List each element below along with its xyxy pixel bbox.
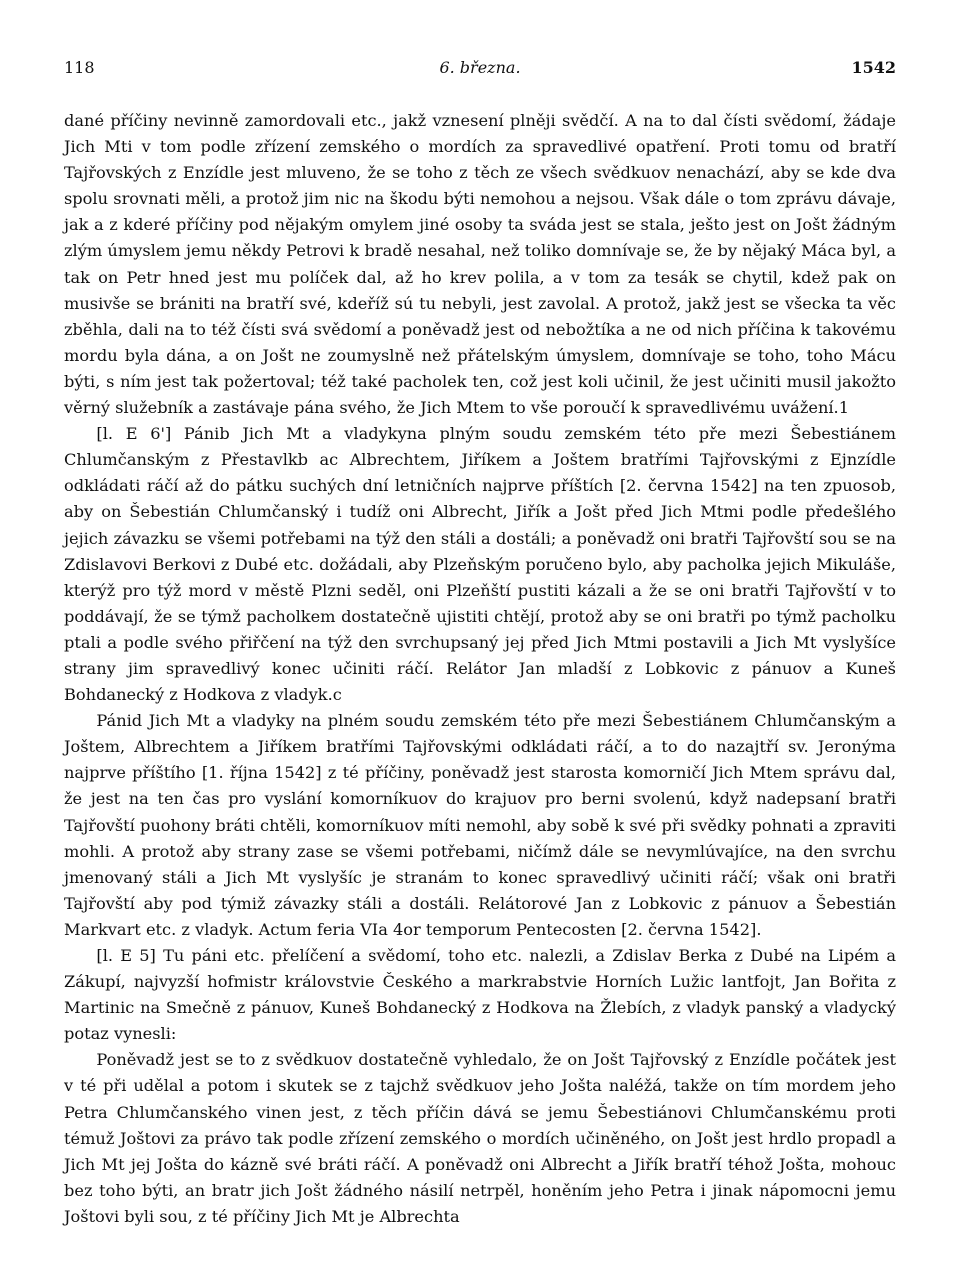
running-head xyxy=(64,58,896,88)
paragraph: Poněvadž jest se to z svědkuov dostatečně vyhledalo, že on Jošt Tajřovský z Enzídle počátek jest v té při udělal a potom i skutek se z tajchž svědkuov jeho Jošta naléžá, takže on tím mordem jeho Petra Chlumčanského vinen jest, z těch příčin dává se jemu Šebestiánovi Chlumčanskému proti témuž Joštovi za právo tak podle zřízení zemského o mordích učiněného, on Jošt jest hrdlo propadl a Jich Mt jej Jošta do kázně své bráti ráčí. A poněvadž oni Albrecht a Jiřík bratří téhož Jošta, mohouc bez toho býti, an bratr jich Jošt žádného násilí netrpěl, honěním jeho Petra i jinak nápomocni jemu Joštovi byli sou, z té příčiny Jich Mt je Albrechta xyxy=(64,1050,896,1226)
document-page xyxy=(64,58,896,1230)
paragraph: Pánid Jich Mt a vladyky na plném soudu zemském této pře mezi Šebestiánem Chlumčanským a Joštem, Albrechtem a Jiříkem bratřími Tajřovskými odkládati ráčí, a to do nazajtří sv. Jeronýma najprve příštího [1. října 1542] z té příčiny, poněvadž jest starosta komorničí Jich Mtem správu dal, že jest na ten čas pro vyslání komorníkuov do krajuov pro berni svolenú, když nadepsaní bratři Tajřovští puohony bráti chtěli, komorníkuov míti nemohl, aby sobě k své při svědky pohnati a zpraviti mohli. A protož aby strany zase se všemi potřebami, ničímž dále se nevymlúvajíce, na den svrchu jmenovaný stáli a Jich Mt vyslyšíc je stranám to konec spravedlivý učiniti ráčí; však oni bratři Tajřovští aby pod týmiž závazky stáli a dostáli. Relátorové Jan z Lobkovic z pánuov a Šebestián Markvart etc. z vladyk. Actum feria VIa 4or temporum Pentecosten [2. června 1542]. xyxy=(64,711,896,939)
paragraph: dané příčiny nevinně zamordovali etc., jakž vznesení plněji svědčí. A na to dal čísti svědomí, žádaje Jich Mti v tom podle zřízení zemského o mordích za spravedlivé opatření. Proti tomu od bratří Tajřovských z Enzídle jest mluveno, že se toho z těch ze všech svědkuov nenachází, aby se kde dva spolu srovnati měli, a protož jim nic na škodu býti nemohou a nejsou. Však dále o tom zprávu dávaje, jak a z kderé příčiny pod nějakým omylem jiné osoby ta sváda jest se stala, ješto jest on Jošt žádným zlým úmyslem jemu někdy Petrovi k bradě nesahal, než toliko domnívaje se, že by nějaký Máca byl, a tak on Petr hned jest mu políček dal, až ho krev polila, a v tom za tesák se chytil, kdež pak on musivše se brániti na bratří své, kdeříž sú tu nebyli, jest zavolal. A protož, jakž jest se všecka ta věc zběhla, dali na to též čísti svá svědomí a poněvadž jest od nebožtíka a ne od nich příčina k takovému mordu byla dána, a on Jošt ne zoumyslně než přátelským úmyslem, domnívaje se toho, toho Mácu býti, s ním jest tak požertoval; též také pacholek ten, což jest koli učinil, že jest učiniti musil jakožto věrný služebník a zastávaje pána svého, že Jich Mtem to vše poroučí k spravedlivému uvážení.1 xyxy=(64,111,896,418)
body-text xyxy=(64,108,896,1230)
page-number: 118 xyxy=(64,58,95,77)
running-head-date: 6. března. xyxy=(439,58,521,77)
paragraph: [l. E 6'] Pánib Jich Mt a vladykyna plným soudu zemském této pře mezi Šebestiánem Chlumčanským z Přestavlkb ac Albrechtem, Jiříkem a Joštem bratřími Tajřovskými z Ejnzídle odkládati ráčí až do pátku suchých dní letničních najprve příštích [2. června 1542] na ten zpuosob, aby on Šebestián Chlumčanský i tudíž oni Albrecht, Jiřík a Jošt před Jich Mtmi podle předešlého jejich závazku se všemi potřebami na týž den stáli a dostáli; a poněvadž oni bratři Tajřovští sou se na Zdislavovi Berkovi z Dubé etc. dožádali, aby Plzeňským poručeno bylo, aby pacholka jejich Mikuláše, kterýž pro týž mord v městě Plzni seděl, oni Plzeňští pustiti kázali a že se oni bratři Tajřovští v to poddávají, že se týmž pacholkem dostatečně ujistiti chtějí, protož aby se oni bratři po týmž pacholku ptali a podle svého přiřčení na týž den svrchupsaný jej před Jich Mtmi postavili a Jich Mt vyslyšíce strany jim spravedlivý konec učiniti ráčí. Relátor Jan mladší z Lobkovic z pánuov a Kuneš Bohdanecký z Hodkova z vladyk.c xyxy=(64,424,896,705)
running-head-year: 1542 xyxy=(851,58,896,77)
paragraph: [l. E 5] Tu páni etc. přelíčení a svědomí, toho etc. nalezli, a Zdislav Berka z Dubé na Lipém a Zákupí, najvyzší hofmistr královstvie Českého a markrabstvie Horních Lužic lantfojt, Jan Bořita z Martinic na Smečně z pánuov, Kuneš Bohdanecký z Hodkova na Žlebích, z vladyk panský a vladycký potaz vynesli: xyxy=(64,946,896,1044)
